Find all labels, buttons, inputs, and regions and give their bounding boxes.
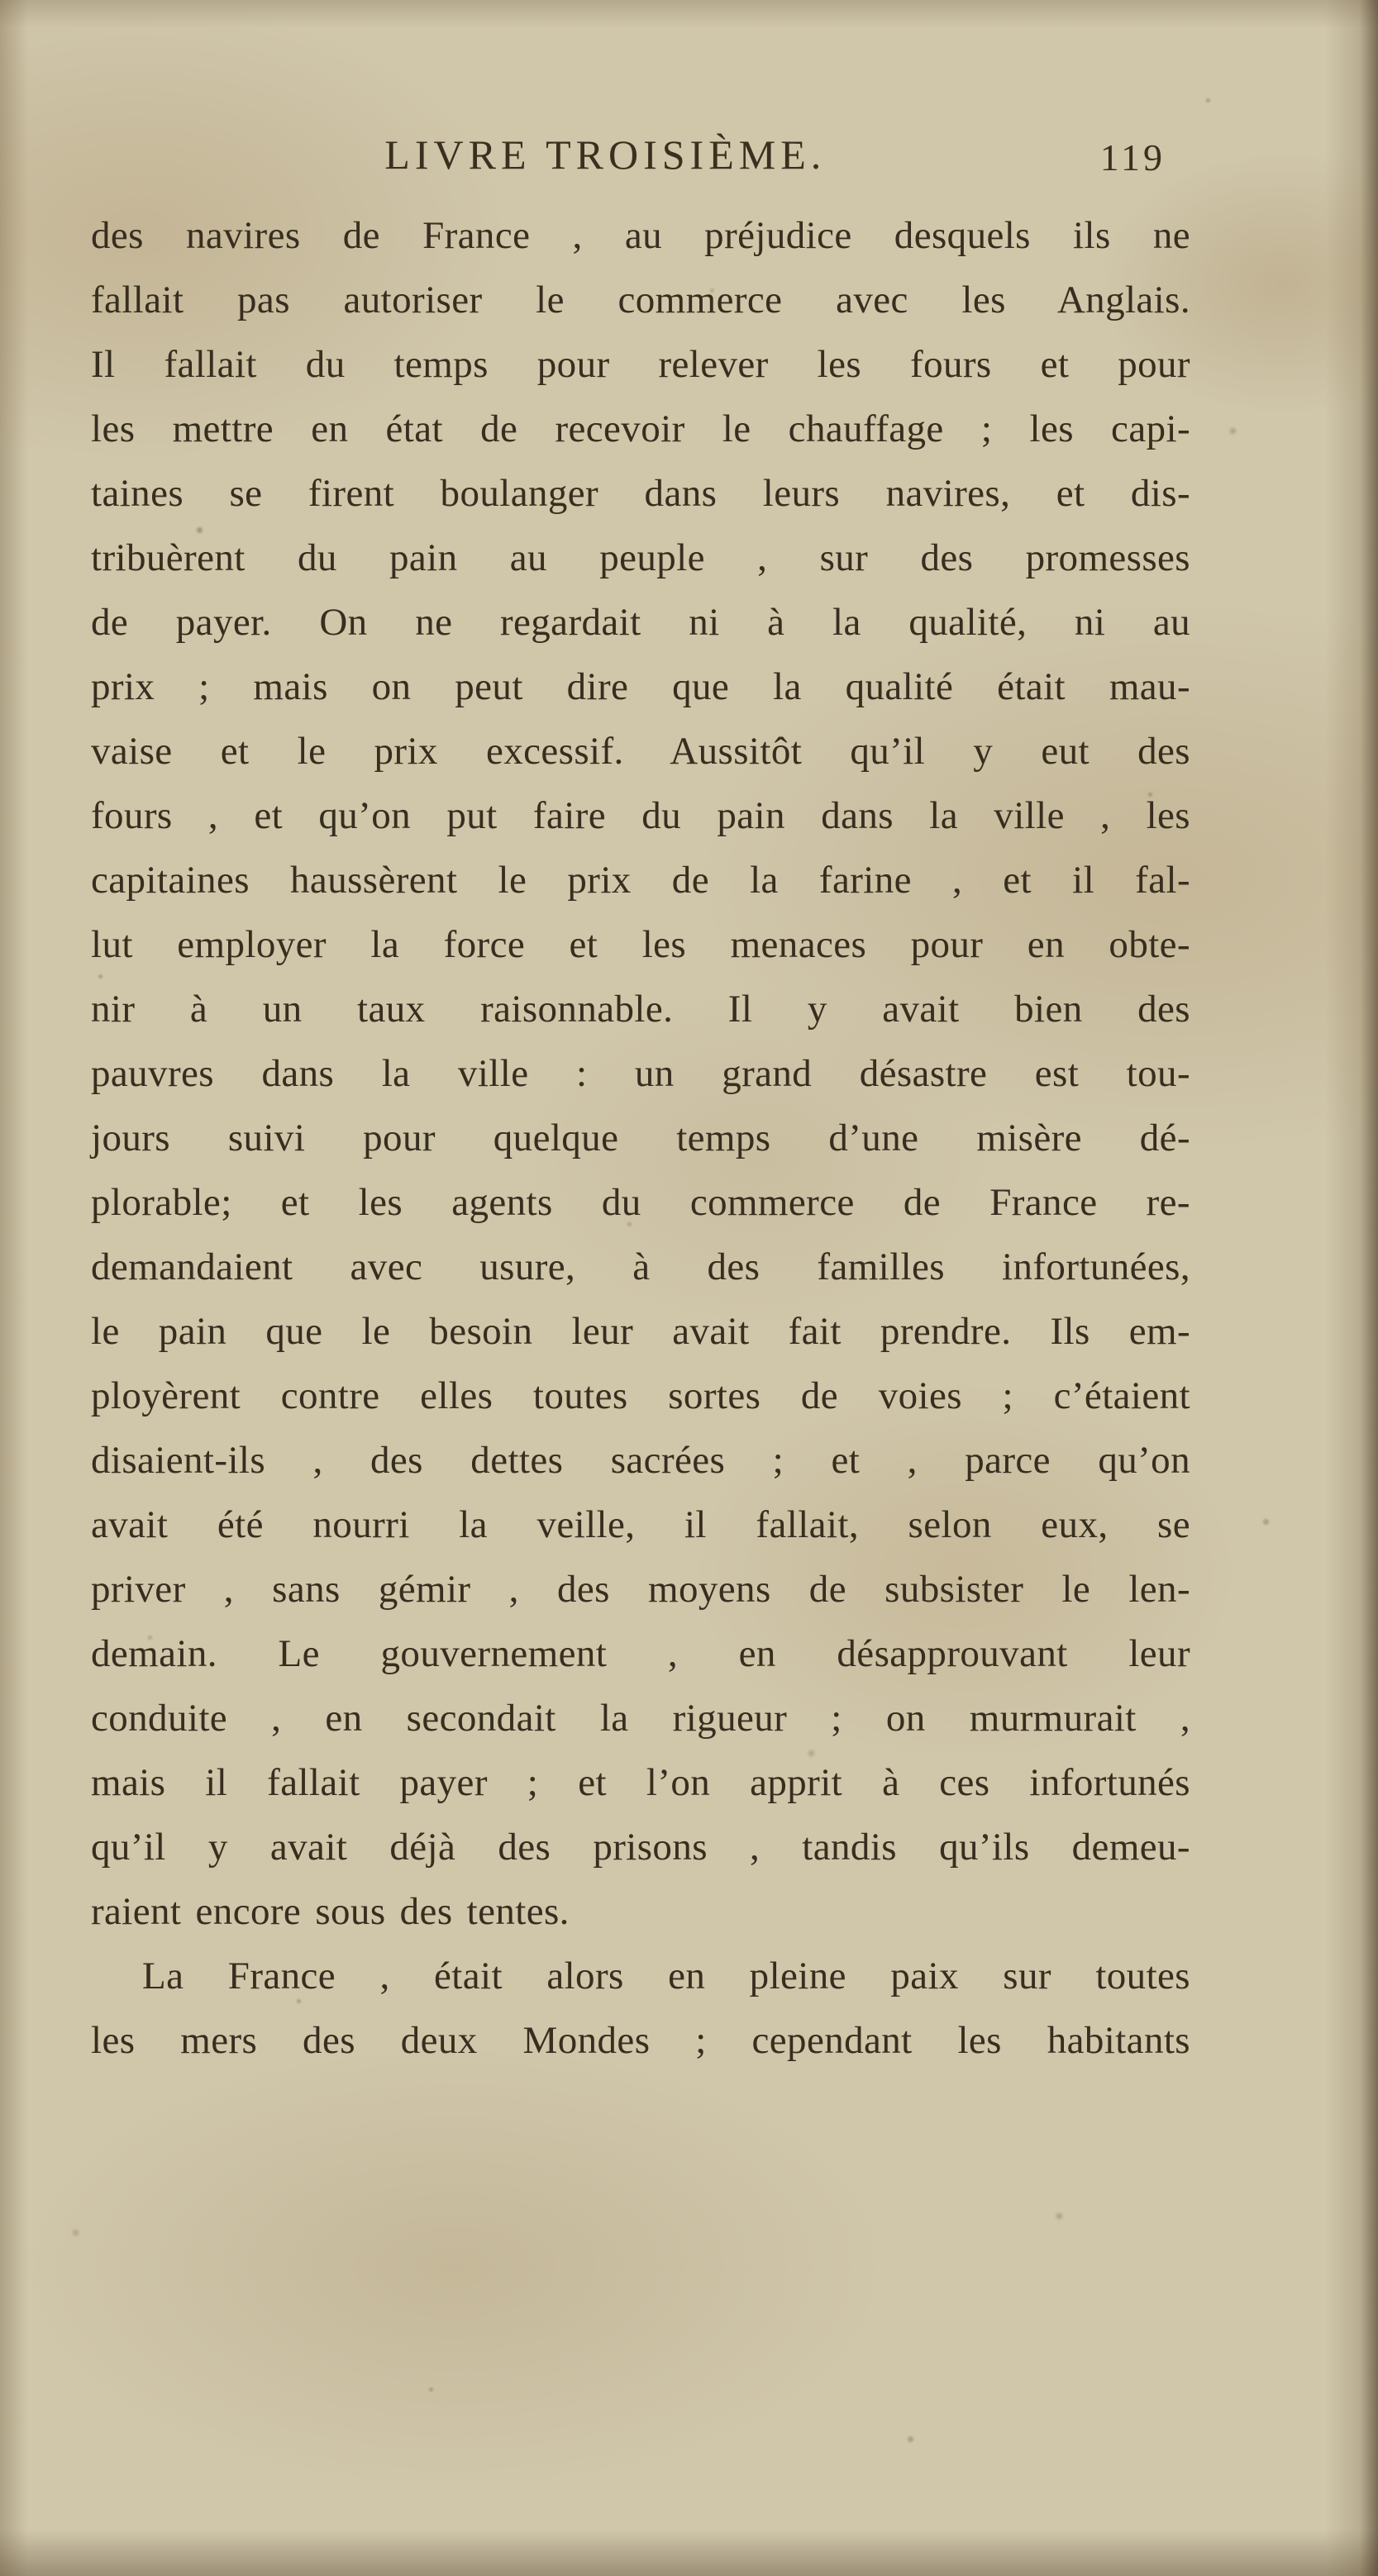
text-line: vaise et le prix excessif. Aussitôt qu’il y eut des: [91, 730, 1190, 773]
text-line: des navires de France , au préjudice desquels ils ne: [91, 214, 1190, 257]
text-line: capitaines haussèrent le prix de la farine , et il fal-: [91, 859, 1190, 902]
text-line: jours suivi pour quelque temps d’une misère dé-: [91, 1117, 1190, 1159]
text-line: le pain que le besoin leur avait fait prendre. Ils em-: [91, 1310, 1190, 1353]
text-line: plorable; et les agents du commerce de France re-: [91, 1181, 1190, 1224]
text-line: mais il fallait payer ; et l’on apprit à ces infortunés: [91, 1761, 1190, 1804]
text-line: qu’il y avait déjà des prisons , tandis qu’ils demeu-: [91, 1826, 1190, 1869]
text-line: taines se firent boulanger dans leurs navires, et dis-: [91, 472, 1190, 515]
text-line: nir à un taux raisonnable. Il y avait bien des: [91, 988, 1190, 1031]
text-line: Il fallait du temps pour relever les fours et pour: [91, 343, 1190, 386]
text-line: raient encore sous des tentes.: [91, 1890, 570, 1933]
text-line: fallait pas autoriser le commerce avec les Anglais.: [91, 279, 1190, 321]
text-line: avait été nourri la veille, il fallait, selon eux, se: [91, 1503, 1190, 1546]
text-line: les mettre en état de recevoir le chauffage ; les capi-: [91, 407, 1190, 450]
page-header: [91, 131, 1190, 188]
text-line: disaient-ils , des dettes sacrées ; et , parce qu’on: [91, 1439, 1190, 1482]
text-line: les mers des deux Mondes ; cependant les habitants: [91, 2019, 1190, 2062]
text-line: pauvres dans la ville : un grand désastre est tou-: [91, 1052, 1190, 1095]
text-line: fours , et qu’on put faire du pain dans la ville , les: [91, 794, 1190, 837]
page-text: [91, 203, 1190, 2073]
text-line: lut employer la force et les menaces pour en obte-: [91, 923, 1190, 966]
text-line: conduite , en secondait la rigueur ; on murmurait ,: [91, 1697, 1190, 1740]
text-line: demain. Le gouvernement , en désapprouvant leur: [91, 1632, 1190, 1675]
text-line: demandaient avec usure, à des familles infortunées,: [91, 1245, 1190, 1288]
text-line: La France , était alors en pleine paix sur toutes: [142, 1955, 1190, 1997]
text-line: tribuèrent du pain au peuple , sur des promesses: [91, 536, 1190, 579]
text-line: ployèrent contre elles toutes sortes de voies ; c’étaient: [91, 1374, 1190, 1417]
running-title: LIVRE TROISIÈME.: [384, 131, 827, 178]
text-line: prix ; mais on peut dire que la qualité était mau-: [91, 665, 1190, 708]
page-number: 119: [1099, 136, 1166, 179]
text-line: de payer. On ne regardait ni à la qualité, ni au: [91, 601, 1190, 644]
paper-specks: [0, 0, 2, 2]
text-line: priver , sans gémir , des moyens de subsister le len-: [91, 1568, 1190, 1611]
